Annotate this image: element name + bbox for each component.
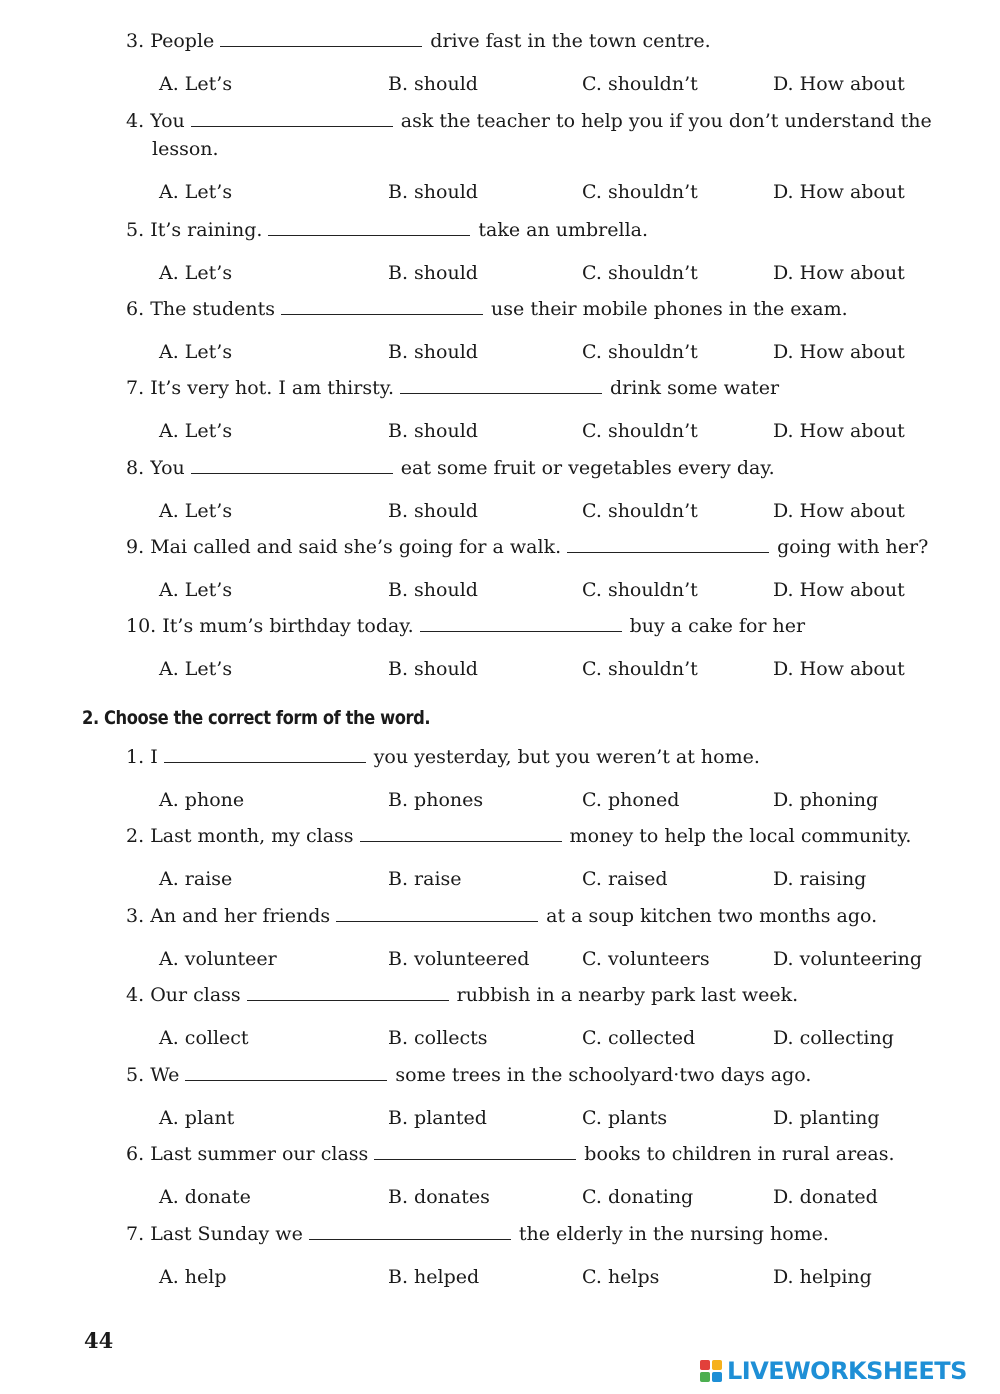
- option-a[interactable]: A. Let’s: [159, 658, 233, 680]
- question-text-before: I: [150, 746, 158, 768]
- question-3: [126, 216, 960, 244]
- logo-square-blue: [712, 1372, 722, 1382]
- option-b[interactable]: B. collects: [388, 1027, 488, 1049]
- answer-blank[interactable]: [164, 761, 366, 763]
- question-6: [126, 1140, 960, 1168]
- option-d[interactable]: D. collecting: [773, 1027, 894, 1049]
- option-d[interactable]: D. How about: [773, 658, 905, 680]
- option-b[interactable]: B. phones: [388, 789, 484, 811]
- option-a[interactable]: A. Let’s: [159, 500, 233, 522]
- question-text-continued: lesson.: [152, 138, 219, 160]
- question-text-before: An and her friends: [150, 905, 331, 927]
- question-8: [126, 612, 960, 640]
- question-text-before: You: [150, 110, 185, 132]
- question-text-after: drink some water: [609, 377, 780, 399]
- question-1: [126, 27, 960, 55]
- option-d[interactable]: D. volunteering: [773, 948, 923, 970]
- option-c[interactable]: C. shouldn’t: [582, 420, 698, 442]
- logo-square-red: [700, 1360, 710, 1370]
- option-c[interactable]: C. shouldn’t: [582, 341, 698, 363]
- option-a[interactable]: A. donate: [159, 1186, 251, 1208]
- option-b[interactable]: B. should: [388, 341, 478, 363]
- question-number: 3.: [126, 30, 145, 52]
- question-text-after: you yesterday, but you weren’t at home.: [373, 746, 760, 768]
- option-d[interactable]: D. How about: [773, 181, 905, 203]
- question-text-before: Our class: [150, 984, 241, 1006]
- option-b[interactable]: B. should: [388, 73, 478, 95]
- question-2: [126, 107, 960, 160]
- question-text-after: take an umbrella.: [478, 219, 649, 241]
- question-text-after: drive fast in the town centre.: [430, 30, 711, 52]
- option-d[interactable]: D. How about: [773, 73, 905, 95]
- question-number: 9.: [126, 536, 145, 558]
- option-c[interactable]: C. phoned: [582, 789, 680, 811]
- answer-blank[interactable]: [309, 1238, 511, 1240]
- question-text-after: eat some fruit or vegetables every day.: [400, 457, 775, 479]
- question-number: 4.: [126, 110, 145, 132]
- option-c[interactable]: C. shouldn’t: [582, 500, 698, 522]
- answer-blank[interactable]: [220, 45, 422, 47]
- liveworksheets-logo-icon: [700, 1360, 722, 1382]
- question-3: [126, 902, 960, 930]
- liveworksheets-logo[interactable]: [700, 1356, 967, 1386]
- question-text-after: some trees in the schoolyard·two days ago.: [395, 1064, 812, 1086]
- option-d[interactable]: D. helping: [773, 1266, 872, 1288]
- option-c[interactable]: C. collected: [582, 1027, 696, 1049]
- question-text-after: going with her?: [777, 536, 929, 558]
- question-text-before: Last summer our class: [150, 1143, 369, 1165]
- answer-blank[interactable]: [281, 313, 483, 315]
- option-b[interactable]: B. raise: [388, 868, 462, 890]
- question-4: [126, 295, 960, 323]
- option-c[interactable]: C. volunteers: [582, 948, 710, 970]
- answer-blank[interactable]: [374, 1158, 576, 1160]
- answer-blank[interactable]: [185, 1079, 387, 1081]
- question-text-before: The students: [150, 298, 276, 320]
- option-c[interactable]: C. raised: [582, 868, 668, 890]
- option-b[interactable]: B. should: [388, 262, 478, 284]
- option-a[interactable]: A. collect: [159, 1027, 249, 1049]
- answer-blank[interactable]: [567, 551, 769, 553]
- option-b[interactable]: B. should: [388, 658, 478, 680]
- question-text-before: Last Sunday we: [150, 1223, 303, 1245]
- option-a[interactable]: A. Let’s: [159, 181, 233, 203]
- option-c[interactable]: C. shouldn’t: [582, 658, 698, 680]
- question-text-before: We: [150, 1064, 180, 1086]
- question-text-before: People: [150, 30, 215, 52]
- question-number: 10.: [126, 615, 157, 637]
- question-2: [126, 822, 960, 850]
- question-number: 6.: [126, 298, 145, 320]
- option-d[interactable]: D. raising: [773, 868, 867, 890]
- option-b[interactable]: B. donates: [388, 1186, 490, 1208]
- question-text-after: books to children in rural areas.: [584, 1143, 895, 1165]
- option-d[interactable]: D. planting: [773, 1107, 880, 1129]
- option-a[interactable]: A. Let’s: [159, 341, 233, 363]
- option-c[interactable]: C. shouldn’t: [582, 181, 698, 203]
- question-number: 1.: [126, 746, 145, 768]
- question-text-before: Last month, my class: [150, 825, 354, 847]
- option-d[interactable]: D. How about: [773, 579, 905, 601]
- question-text-before: It’s raining.: [150, 219, 263, 241]
- option-d[interactable]: D. How about: [773, 262, 905, 284]
- option-d[interactable]: D. How about: [773, 500, 905, 522]
- question-number: 5.: [126, 219, 145, 241]
- question-text-before: It’s mum’s birthday today.: [162, 615, 414, 637]
- answer-blank[interactable]: [268, 234, 470, 236]
- question-text-after: buy a cake for her: [629, 615, 806, 637]
- question-text-after: at a soup kitchen two months ago.: [546, 905, 878, 927]
- logo-square-green: [700, 1372, 710, 1382]
- question-number: 2.: [126, 825, 145, 847]
- option-c[interactable]: C. helps: [582, 1266, 660, 1288]
- answer-blank[interactable]: [420, 630, 622, 632]
- option-b[interactable]: B. should: [388, 579, 478, 601]
- question-text-after: rubbish in a nearby park last week.: [456, 984, 799, 1006]
- question-text-after: money to help the local community.: [569, 825, 912, 847]
- option-c[interactable]: C. shouldn’t: [582, 73, 698, 95]
- option-a[interactable]: A. help: [159, 1266, 227, 1288]
- option-c[interactable]: C. shouldn’t: [582, 579, 698, 601]
- question-text-before: Mai called and said she’s going for a walk.: [150, 536, 562, 558]
- question-number: 5.: [126, 1064, 145, 1086]
- option-a[interactable]: A. Let’s: [159, 262, 233, 284]
- option-b[interactable]: B. should: [388, 181, 478, 203]
- option-a[interactable]: A. raise: [159, 868, 233, 890]
- option-b[interactable]: B. volunteered: [388, 948, 530, 970]
- question-6: [126, 454, 960, 482]
- option-a[interactable]: A. Let’s: [159, 420, 233, 442]
- answer-blank[interactable]: [400, 392, 602, 394]
- option-d[interactable]: D. donated: [773, 1186, 878, 1208]
- question-number: 7.: [126, 377, 145, 399]
- option-b[interactable]: B. should: [388, 420, 478, 442]
- question-text-after: ask the teacher to help you if you don’t understand the: [400, 110, 932, 132]
- question-text-before: You: [150, 457, 185, 479]
- option-d[interactable]: D. How about: [773, 341, 905, 363]
- option-b[interactable]: B. should: [388, 500, 478, 522]
- question-7: [126, 533, 960, 561]
- question-5: [126, 1061, 960, 1089]
- question-number: 3.: [126, 905, 145, 927]
- option-c[interactable]: C. donating: [582, 1186, 694, 1208]
- option-a[interactable]: A. volunteer: [159, 948, 277, 970]
- answer-blank[interactable]: [247, 999, 449, 1001]
- option-a[interactable]: A. phone: [159, 789, 245, 811]
- option-b[interactable]: B. helped: [388, 1266, 480, 1288]
- option-d[interactable]: D. phoning: [773, 789, 879, 811]
- question-text-after: the elderly in the nursing home.: [518, 1223, 829, 1245]
- section-2-title: 2. Choose the correct form of the word.: [82, 707, 431, 729]
- page-number: 44: [84, 1328, 114, 1353]
- option-c[interactable]: C. plants: [582, 1107, 668, 1129]
- answer-blank[interactable]: [191, 125, 393, 127]
- question-text-before: It’s very hot. I am thirsty.: [150, 377, 394, 399]
- question-number: 6.: [126, 1143, 145, 1165]
- option-a[interactable]: A. plant: [159, 1107, 235, 1129]
- question-number: 4.: [126, 984, 145, 1006]
- answer-blank[interactable]: [336, 920, 538, 922]
- option-c[interactable]: C. shouldn’t: [582, 262, 698, 284]
- answer-blank[interactable]: [191, 472, 393, 474]
- question-1: [126, 743, 960, 771]
- option-b[interactable]: B. planted: [388, 1107, 487, 1129]
- option-a[interactable]: A. Let’s: [159, 73, 233, 95]
- question-number: 8.: [126, 457, 145, 479]
- question-4: [126, 981, 960, 1009]
- question-5: [126, 374, 960, 402]
- question-7: [126, 1220, 960, 1248]
- logo-text: LIVEWORKSHEETS: [727, 1357, 967, 1385]
- answer-blank[interactable]: [360, 840, 562, 842]
- option-d[interactable]: D. How about: [773, 420, 905, 442]
- question-number: 7.: [126, 1223, 145, 1245]
- question-text-after: use their mobile phones in the exam.: [491, 298, 848, 320]
- logo-square-yellow: [712, 1360, 722, 1370]
- option-a[interactable]: A. Let’s: [159, 579, 233, 601]
